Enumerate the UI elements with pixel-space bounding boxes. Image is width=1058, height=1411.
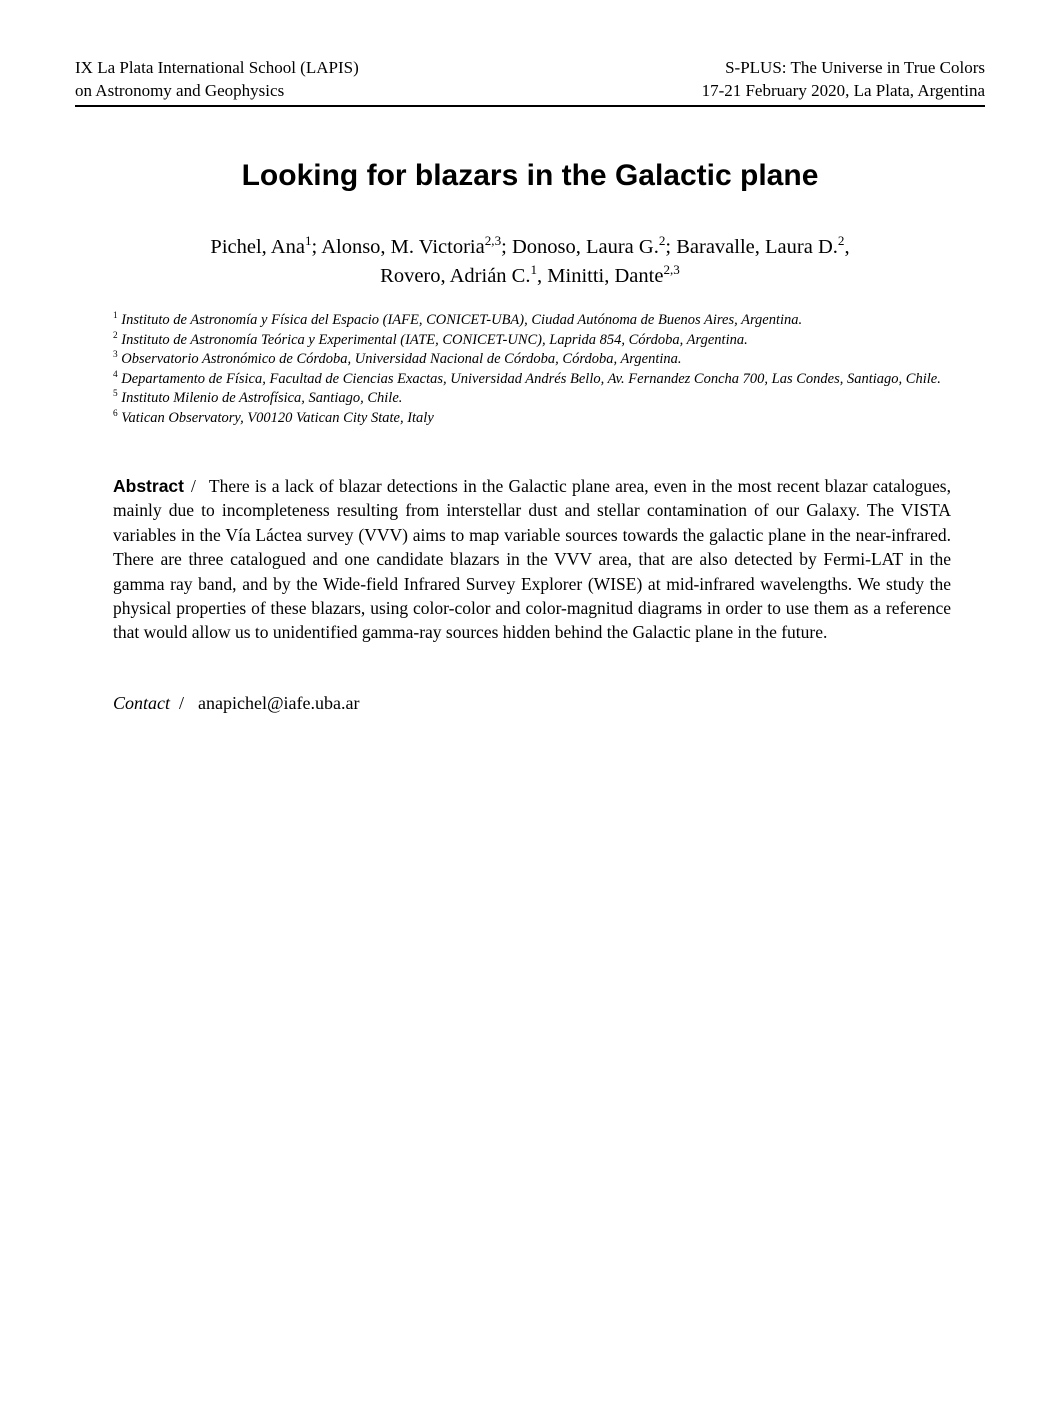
author-affiliation-ref: 2: [658, 233, 666, 249]
author-affiliation-ref: 2: [837, 233, 845, 249]
affiliation-item: [113, 370, 955, 390]
author-affiliation-ref: 2,3: [484, 233, 502, 249]
author-affiliation-ref: 1: [530, 262, 538, 278]
contact-separator: /: [179, 692, 185, 713]
affiliation-number: 3: [113, 350, 118, 361]
author-name: Donoso, Laura G.: [511, 236, 659, 258]
header-right-line2: 17-21 February 2020, La Plata, Argentina: [701, 81, 985, 100]
affiliation-item: [113, 331, 955, 351]
author-line-2: [75, 262, 985, 291]
contact-line: [113, 693, 985, 714]
header-right: [702, 56, 985, 102]
header-right-line1: S-PLUS: The Universe in True Colors: [725, 58, 985, 77]
author-separator: ,: [844, 236, 850, 258]
affiliation-number: 6: [113, 408, 118, 419]
affiliation-item: [113, 350, 955, 370]
affiliation-list: [113, 311, 955, 428]
affiliation-number: 4: [113, 369, 118, 380]
author-name: Pichel, Ana: [210, 236, 305, 258]
header-left: [75, 56, 359, 102]
author-name: Rovero, Adrián C.: [380, 265, 531, 287]
header-rule: [75, 105, 985, 107]
abstract-paragraph: [113, 474, 951, 645]
author-separator: ;: [665, 236, 677, 258]
author-separator: ,: [537, 265, 548, 287]
author-list: [75, 233, 985, 291]
affiliation-text: Departamento de Física, Facultad de Ciencias Exactas, Universidad Andrés Bello, Av. Fernandez Concha 700, Las Condes, Santiago, Chile.: [117, 370, 941, 387]
header-left-line1: IX La Plata International School (LAPIS): [75, 58, 359, 77]
author-affiliation-ref: 1: [304, 233, 312, 249]
affiliation-text: Instituto de Astronomía y Física del Espacio (IAFE, CONICET-UBA), Ciudad Autónoma de Buenos Aires, Argentina.: [117, 312, 803, 328]
affiliation-item: [113, 311, 955, 331]
abstract-label: Abstract: [113, 476, 184, 496]
affiliation-item: [113, 389, 955, 409]
author-name: Minitti, Dante: [547, 265, 664, 287]
contact-email: anapichel@iafe.uba.ar: [198, 692, 360, 713]
header-left-line2: on Astronomy and Geophysics: [75, 81, 285, 100]
page-header: [75, 56, 985, 102]
abstract-separator: /: [191, 476, 196, 496]
affiliation-number: 5: [113, 389, 118, 400]
author-separator: ;: [501, 236, 512, 258]
abstract-text: There is a lack of blazar detections in the Galactic plane area, even in the most recent blazar catalogues, mainly due to incompleteness resulting from interstellar dust and stellar contamination of our Galaxy. The VISTA variables in the Vía Láctea survey (VVV) aims to map variable sources towards the galactic plane in the near-infrared. There are three catalogued and one candidate blazars in the VVV area, that are also detected by Fermi-LAT in the gamma ray band, and by the Wide-field Infrared Survey Explorer (WISE) at mid-infrared wavelengths. We study the physical properties of these blazars, using color-color and color-magnitud diagrams in order to use them as a reference that would allow us to unidentified gamma-ray sources hidden behind the Galactic plane in the future.: [113, 476, 951, 643]
affiliation-text: Vatican Observatory, V00120 Vatican City State, Italy: [117, 409, 434, 426]
paper-title: Looking for blazars in the Galactic plane: [241, 159, 819, 192]
author-separator: ;: [311, 236, 322, 258]
affiliation-text: Observatorio Astronómico de Córdoba, Universidad Nacional de Córdoba, Córdoba, Argentina.: [117, 351, 682, 367]
contact-label: Contact: [113, 692, 170, 713]
author-line-1: [75, 233, 985, 262]
affiliation-item: [113, 409, 955, 429]
affiliation-number: 2: [113, 330, 118, 341]
affiliation-number: 1: [113, 311, 118, 322]
author-name: Alonso, M. Victoria: [321, 236, 485, 258]
author-affiliation-ref: 2,3: [663, 262, 680, 278]
affiliation-text: Instituto Milenio de Astrofísica, Santiago, Chile.: [117, 390, 403, 406]
affiliation-text: Instituto de Astronomía Teórica y Experimental (IATE, CONICET-UNC), Laprida 854, Córdoba, Argentina.: [117, 331, 748, 348]
author-name: Baravalle, Laura D.: [676, 236, 838, 258]
